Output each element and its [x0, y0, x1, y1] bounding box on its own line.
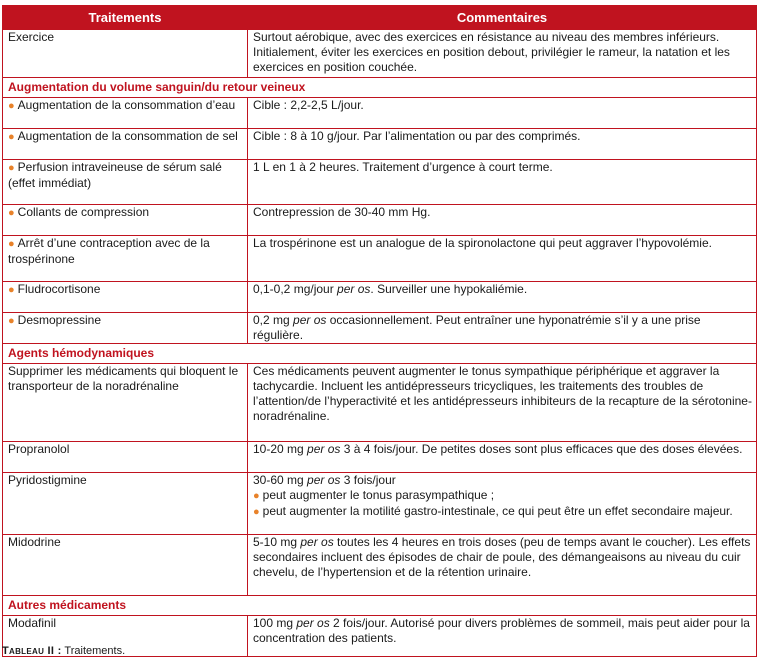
section-heading: Augmentation du volume sanguin/du retour veineux: [3, 78, 757, 98]
treatment-cell: [3, 205, 248, 236]
treatment-cell: [3, 129, 248, 160]
comment-rest: 3 à 4 fois/jour. De petites doses sont plus efficaces que des doses élevées.: [340, 442, 743, 456]
orange-bullet-icon: ●: [8, 131, 15, 143]
orange-bullet-icon: ●: [8, 238, 15, 250]
comment-rest: toutes les 4 heures en trois doses (peu de temps avant le coucher). Les effets secondaires incluent des épisodes de chair de poule, des démangeaisons au niveau du cuir chevelu, de l’hypertension et de la rétention urinaire.: [253, 535, 751, 579]
comment-cell: [248, 535, 757, 596]
comment-dose: 0,1-0,2 mg/jour: [253, 282, 338, 296]
comment-text: [253, 442, 742, 456]
comment-route: per os: [307, 442, 341, 456]
table-caption: [2, 645, 125, 657]
treatment-cell: [3, 160, 248, 205]
comment-cell: [248, 129, 757, 160]
comment-subitem: [253, 504, 752, 520]
treatment-label: Arrêt d’une contraception avec de la trospérinone: [8, 236, 210, 266]
section-row: [3, 344, 757, 364]
orange-bullet-icon: ●: [253, 506, 260, 518]
comment-rest: occasionnellement. Peut entraîner une hyponatrémie s’il y a une prise régulière.: [253, 313, 701, 342]
table-row: [3, 236, 757, 282]
comment-cell: [248, 442, 757, 473]
treatment-label: Modafinil: [8, 616, 57, 630]
header-comments: Commentaires: [248, 6, 757, 30]
table-row: [3, 98, 757, 129]
section-row: [3, 78, 757, 98]
comment-dose: 10-20 mg: [253, 442, 308, 456]
comment-rest: 3 fois/jour: [340, 473, 396, 487]
table-row: [3, 160, 757, 205]
comment-text: [253, 616, 750, 645]
treatment-label: Collants de compression: [17, 205, 150, 219]
treatment-cell: [3, 236, 248, 282]
comment-cell: [248, 30, 757, 78]
table-row: [3, 129, 757, 160]
section-row: [3, 596, 757, 616]
treatments-table: [2, 5, 757, 657]
comment-cell: [248, 205, 757, 236]
table-row: [3, 535, 757, 596]
comment-text: [253, 313, 701, 342]
treatment-label: Augmentation de la consommation de sel: [17, 129, 238, 143]
comment-dose: 0,2 mg: [253, 313, 294, 327]
comment-text: Ces médicaments peuvent augmenter le tonus sympathique périphérique et aggraver la tachycardie. Incluent les antidépresseurs tricycliques, les traitements des troubles de l’attention/de l’hyperactivité et les antidépresseurs inhibiteurs de la recapture de la sérotonine-noradrénaline.: [253, 364, 752, 423]
table-row: [3, 442, 757, 473]
treatment-label: Propranolol: [8, 442, 70, 456]
table-row: [3, 473, 757, 535]
treatment-cell: [3, 473, 248, 535]
comment-subitem-text: peut augmenter le tonus parasympathique ;: [262, 488, 495, 502]
comment-dose: 5-10 mg: [253, 535, 301, 549]
table-row: [3, 282, 757, 313]
caption-text: Traitements.: [61, 645, 126, 657]
table-body: [3, 30, 757, 657]
comment-subitem-text: peut augmenter la motilité gastro-intestinale, ce qui peut être un effet secondaire majeur.: [262, 504, 733, 518]
orange-bullet-icon: ●: [8, 207, 15, 219]
comment-text: Cible : 8 à 10 g/jour. Par l’alimentation ou par des comprimés.: [253, 129, 581, 143]
treatment-cell: [3, 313, 248, 344]
orange-bullet-icon: ●: [8, 162, 15, 174]
comment-text: Cible : 2,2-2,5 L/jour.: [253, 98, 364, 112]
table-row: [3, 364, 757, 442]
comment-route: per os: [296, 616, 330, 630]
treatment-label: Perfusion intraveineuse de sérum salé (effet immédiat): [8, 160, 222, 190]
comment-text: Contrepression de 30-40 mm Hg.: [253, 205, 431, 219]
comment-route: per os: [293, 313, 327, 327]
table-row: [3, 30, 757, 78]
section-heading: Autres médicaments: [3, 596, 757, 616]
comment-text: [253, 535, 750, 579]
comment-text: [253, 473, 396, 487]
comment-cell: [248, 236, 757, 282]
treatment-label: Midodrine: [8, 535, 61, 549]
treatment-label: Pyridostigmine: [8, 473, 87, 487]
comment-cell: [248, 160, 757, 205]
caption-label: Tableau II :: [2, 645, 62, 657]
treatment-cell: [3, 535, 248, 596]
treatment-cell: [3, 442, 248, 473]
treatment-cell: [3, 282, 248, 313]
comment-text: [253, 282, 527, 296]
comment-rest: . Surveiller une hypokaliémie.: [370, 282, 528, 296]
comment-route: per os: [300, 535, 334, 549]
table-row: [3, 205, 757, 236]
orange-bullet-icon: ●: [253, 490, 260, 502]
comment-dose: 100 mg: [253, 616, 297, 630]
comment-cell: [248, 98, 757, 129]
comment-subitem: [253, 488, 752, 504]
treatment-label: Augmentation de la consommation d’eau: [17, 98, 236, 112]
comment-text: Surtout aérobique, avec des exercices en résistance au niveau des membres inférieurs. Initialement, éviter les exercices en position debout, privilégier le rameur, la natation et les exercices en position couchée.: [253, 30, 730, 74]
treatment-cell: [3, 30, 248, 78]
treatment-label: Desmopressine: [17, 313, 102, 327]
comment-cell: [248, 364, 757, 442]
treatment-cell: [3, 98, 248, 129]
comment-cell: [248, 473, 757, 535]
comment-rest: 2 fois/jour. Autorisé pour divers problèmes de sommeil, mais peut aider pour la concentration des patients.: [253, 616, 750, 645]
treatment-label: Fludrocortisone: [17, 282, 101, 296]
comment-text: La trospérinone est un analogue de la spironolactone qui peut aggraver l’hypovolémie.: [253, 236, 712, 250]
comment-route: per os: [337, 282, 371, 296]
treatment-label: Supprimer les médicaments qui bloquent le transporteur de la noradrénaline: [8, 364, 239, 393]
section-heading: Agents hémodynamiques: [3, 344, 757, 364]
orange-bullet-icon: ●: [8, 100, 15, 112]
comment-cell: [248, 282, 757, 313]
orange-bullet-icon: ●: [8, 315, 15, 327]
treatment-cell: [3, 364, 248, 442]
header-row: [3, 6, 757, 30]
table-row: [3, 313, 757, 344]
comment-cell: [248, 313, 757, 344]
comment-route: per os: [307, 473, 341, 487]
header-treatments: Traitements: [3, 6, 248, 30]
comment-text: 1 L en 1 à 2 heures. Traitement d’urgence à court terme.: [253, 160, 553, 174]
orange-bullet-icon: ●: [8, 284, 15, 296]
comment-dose: 30-60 mg: [253, 473, 308, 487]
comment-cell: [248, 616, 757, 657]
treatment-label: Exercice: [8, 30, 55, 44]
